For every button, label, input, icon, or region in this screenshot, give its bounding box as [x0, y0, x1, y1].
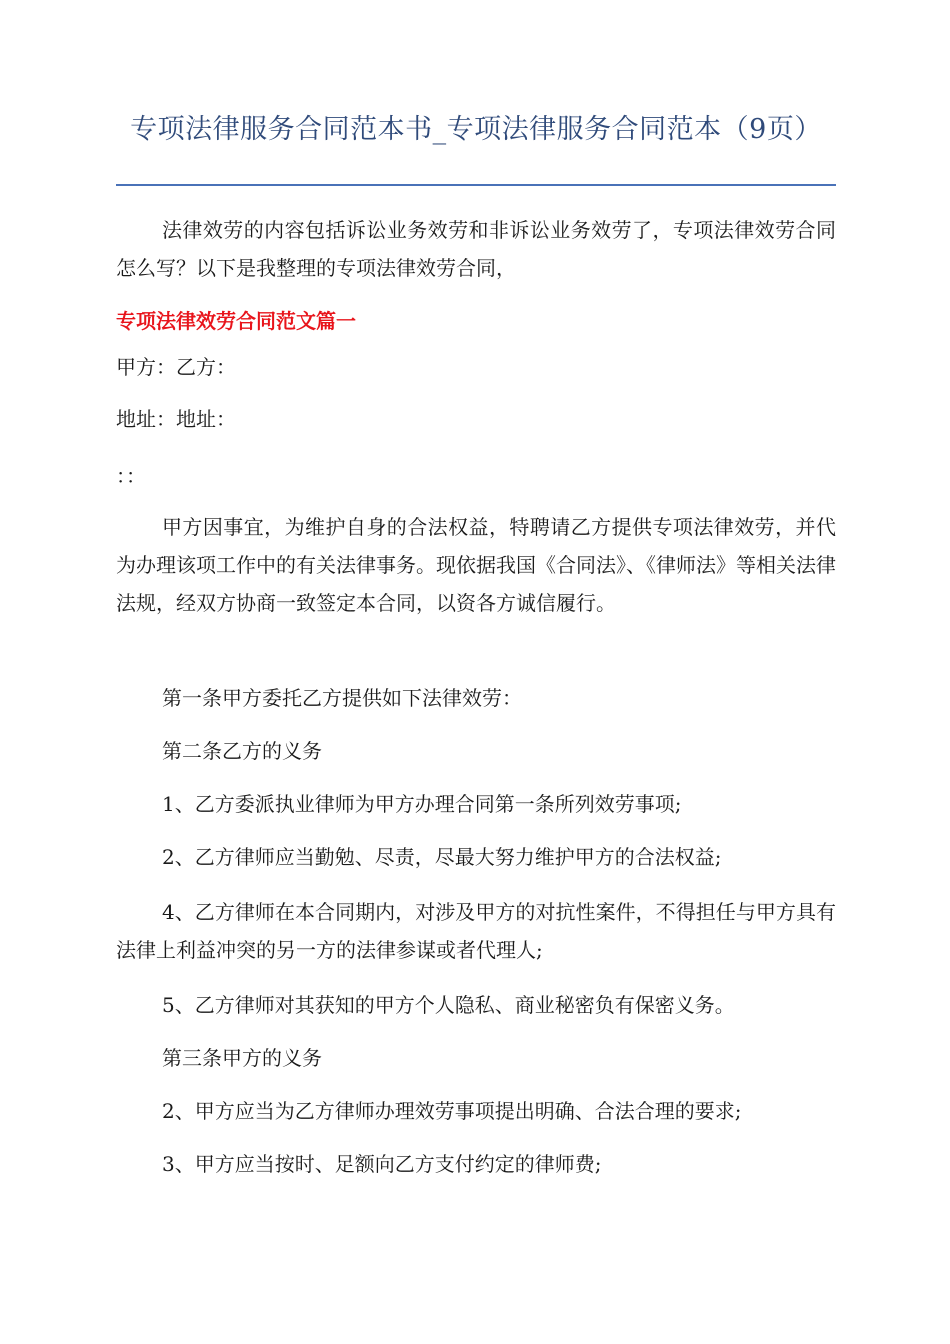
document-title: 专项法律服务合同范本书_专项法律服务合同范本（9页）	[130, 114, 822, 145]
title-underline	[116, 184, 836, 186]
article-2-item-1: 1、乙方委派执业律师为甲方办理合同第一条所列效劳事项;	[162, 792, 682, 816]
intro-paragraph: 法律效劳的内容包括诉讼业务效劳和非诉讼业务效劳了，专项法律效劳合同怎么写？以下是我整理的专项法律效劳合同，	[116, 218, 836, 280]
address-line: 地址：地址：	[116, 407, 236, 431]
article-3-item-3: 3、甲方应当按时、足额向乙方支付约定的律师费;	[162, 1152, 602, 1176]
colon-line: ：：	[116, 464, 146, 488]
article-3-heading: 第三条甲方的义务	[162, 1046, 322, 1070]
party-line: 甲方：乙方：	[116, 355, 236, 379]
article-2-heading: 第二条乙方的义务	[162, 739, 322, 763]
article-2-item-2: 2、乙方律师应当勤勉、尽责，尽最大努力维护甲方的合法权益;	[162, 845, 722, 869]
article-2-item-4: 4、乙方律师在本合同期内，对涉及甲方的对抗性案件，不得担任与甲方具有法律上利益冲突的另一方的法律参谋或者代理人;	[116, 900, 836, 962]
section-heading: 专项法律效劳合同范文篇一	[116, 309, 356, 333]
preamble-paragraph: 甲方因事宜，为维护自身的合法权益，特聘请乙方提供专项法律效劳，并代为办理该项工作中的有关法律事务。现依据我国《合同法》、《律师法》等相关法律法规，经双方协商一致签定本合同，以资各方诚信履行。	[116, 515, 836, 615]
article-3-item-2: 2、甲方应当为乙方律师办理效劳事项提出明确、合法合理的要求;	[162, 1099, 742, 1123]
article-1: 第一条甲方委托乙方提供如下法律效劳：	[162, 686, 522, 710]
article-2-item-5: 5、乙方律师对其获知的甲方个人隐私、商业秘密负有保密义务。	[162, 993, 735, 1017]
